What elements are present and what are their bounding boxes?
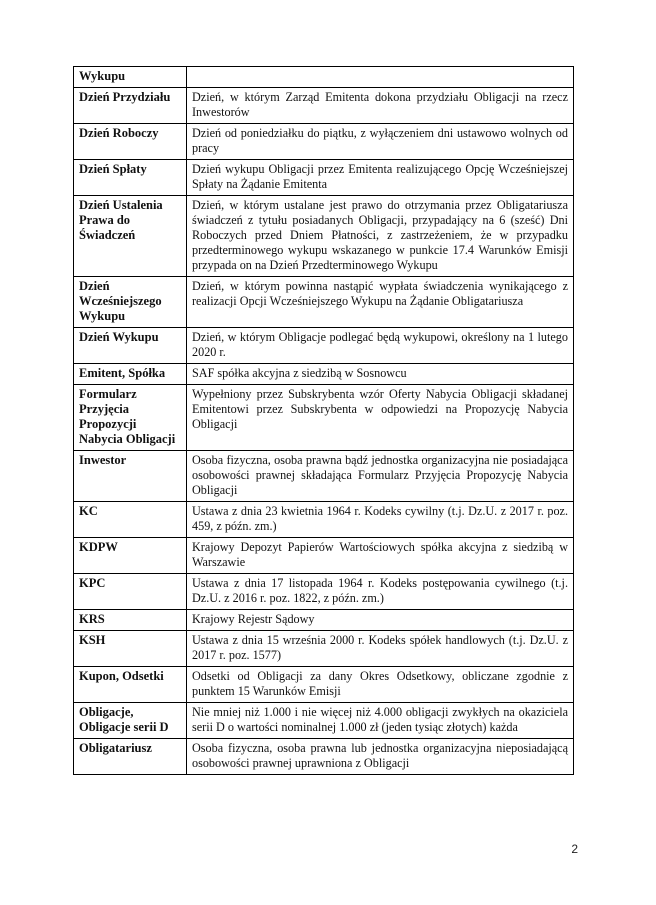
definition-term: Obligatariusz xyxy=(74,739,187,775)
definition-text: Osoba fizyczna, osoba prawna lub jednostka organizacyjna nieposiadającą osobowości prawnej uprawniona z Obligacji xyxy=(187,739,574,775)
definition-term: Dzień Spłaty xyxy=(74,160,187,196)
definition-row xyxy=(74,160,574,196)
definition-term: Dzień Ustalenia Prawa do Świadczeń xyxy=(74,196,187,277)
definition-term: Obligacje, Obligacje serii D xyxy=(74,703,187,739)
definition-text: Wypełniony przez Subskrybenta wzór Oferty Nabycia Obligacji składanej Emitentowi przez Subskrybenta w odpowiedzi na Propozycję Nabycia Obligacji xyxy=(187,385,574,451)
definition-term: KC xyxy=(74,502,187,538)
definition-row xyxy=(74,196,574,277)
definition-row xyxy=(74,538,574,574)
definition-text: Ustawa z dnia 23 kwietnia 1964 r. Kodeks cywilny (t.j. Dz.U. z 2017 r. poz. 459, z późn. zm.) xyxy=(187,502,574,538)
definition-text: Dzień, w którym powinna nastąpić wypłata świadczenia wynikającego z realizacji Opcji Wcześniejszego Wykupu na Żądanie Obligatariusza xyxy=(187,277,574,328)
definition-row xyxy=(74,88,574,124)
definitions-table xyxy=(73,66,574,775)
definition-term: KPC xyxy=(74,574,187,610)
definition-term: Emitent, Spółka xyxy=(74,364,187,385)
definition-text: Odsetki od Obligacji za dany Okres Odsetkowy, obliczane zgodnie z punktem 15 Warunków Emisji xyxy=(187,667,574,703)
definition-text: Dzień, w którym Zarząd Emitenta dokona przydziału Obligacji na rzecz Inwestorów xyxy=(187,88,574,124)
definition-text: Ustawa z dnia 17 listopada 1964 r. Kodeks postępowania cywilnego (t.j. Dz.U. z 2016 r. poz. 1822, z późn. zm.) xyxy=(187,574,574,610)
definition-text: Krajowy Depozyt Papierów Wartościowych spółka akcyjna z siedzibą w Warszawie xyxy=(187,538,574,574)
definition-row xyxy=(74,67,574,88)
definition-row xyxy=(74,124,574,160)
definition-row xyxy=(74,364,574,385)
definitions-table-body xyxy=(74,67,574,775)
definition-text: Dzień od poniedziałku do piątku, z wyłączeniem dni ustawowo wolnych od pracy xyxy=(187,124,574,160)
definition-term: Dzień Wcześniejszego Wykupu xyxy=(74,277,187,328)
definition-term: Dzień Roboczy xyxy=(74,124,187,160)
definition-row xyxy=(74,574,574,610)
definition-row xyxy=(74,502,574,538)
definition-row xyxy=(74,610,574,631)
definition-row xyxy=(74,667,574,703)
definition-text: Dzień, w którym Obligacje podlegać będą wykupowi, określony na 1 lutego 2020 r. xyxy=(187,328,574,364)
definition-row xyxy=(74,703,574,739)
definition-term: KDPW xyxy=(74,538,187,574)
definition-term: KSH xyxy=(74,631,187,667)
definition-term: KRS xyxy=(74,610,187,631)
definition-row xyxy=(74,739,574,775)
definition-row xyxy=(74,385,574,451)
definition-text: Dzień wykupu Obligacji przez Emitenta realizującego Opcję Wcześniejszej Spłaty na Żądanie Emitenta xyxy=(187,160,574,196)
definition-text xyxy=(187,67,574,88)
definition-term: Inwestor xyxy=(74,451,187,502)
definition-row xyxy=(74,328,574,364)
definition-term: Dzień Przydziału xyxy=(74,88,187,124)
definition-text: Krajowy Rejestr Sądowy xyxy=(187,610,574,631)
definition-text: Osoba fizyczna, osoba prawna bądź jednostka organizacyjna nie posiadająca osobowości prawnej składająca Formularz Przyjęcia Propozycję Nabycia Obligacji xyxy=(187,451,574,502)
definition-text: Dzień, w którym ustalane jest prawo do otrzymania przez Obligatariusza świadczeń z tytułu posiadanych Obligacji, przypadający na 6 (sześć) Dni Roboczych przed Dniem Płatności, z zastrzeżeniem, że w przypadku przedterminowego wykupu wskazanego w punkcie 17.4 Warunków Emisji przypada on na Dzień Przedterminowego Wykupu xyxy=(187,196,574,277)
definition-text: Nie mniej niż 1.000 i nie więcej niż 4.000 obligacji zwykłych na okaziciela serii D o wartości nominalnej 1.000 zł (jeden tysiąc złotych) każda xyxy=(187,703,574,739)
definition-term: Formularz Przyjęcia Propozycji Nabycia Obligacji xyxy=(74,385,187,451)
definition-row xyxy=(74,631,574,667)
definition-term: Dzień Wykupu xyxy=(74,328,187,364)
definition-text: Ustawa z dnia 15 września 2000 r. Kodeks spółek handlowych (t.j. Dz.U. z 2017 r. poz. 1577) xyxy=(187,631,574,667)
definition-term: Wykupu xyxy=(74,67,187,88)
page-number: 2 xyxy=(571,842,578,856)
definition-text: SAF spółka akcyjna z siedzibą w Sosnowcu xyxy=(187,364,574,385)
definition-term: Kupon, Odsetki xyxy=(74,667,187,703)
definition-row xyxy=(74,451,574,502)
definition-row xyxy=(74,277,574,328)
